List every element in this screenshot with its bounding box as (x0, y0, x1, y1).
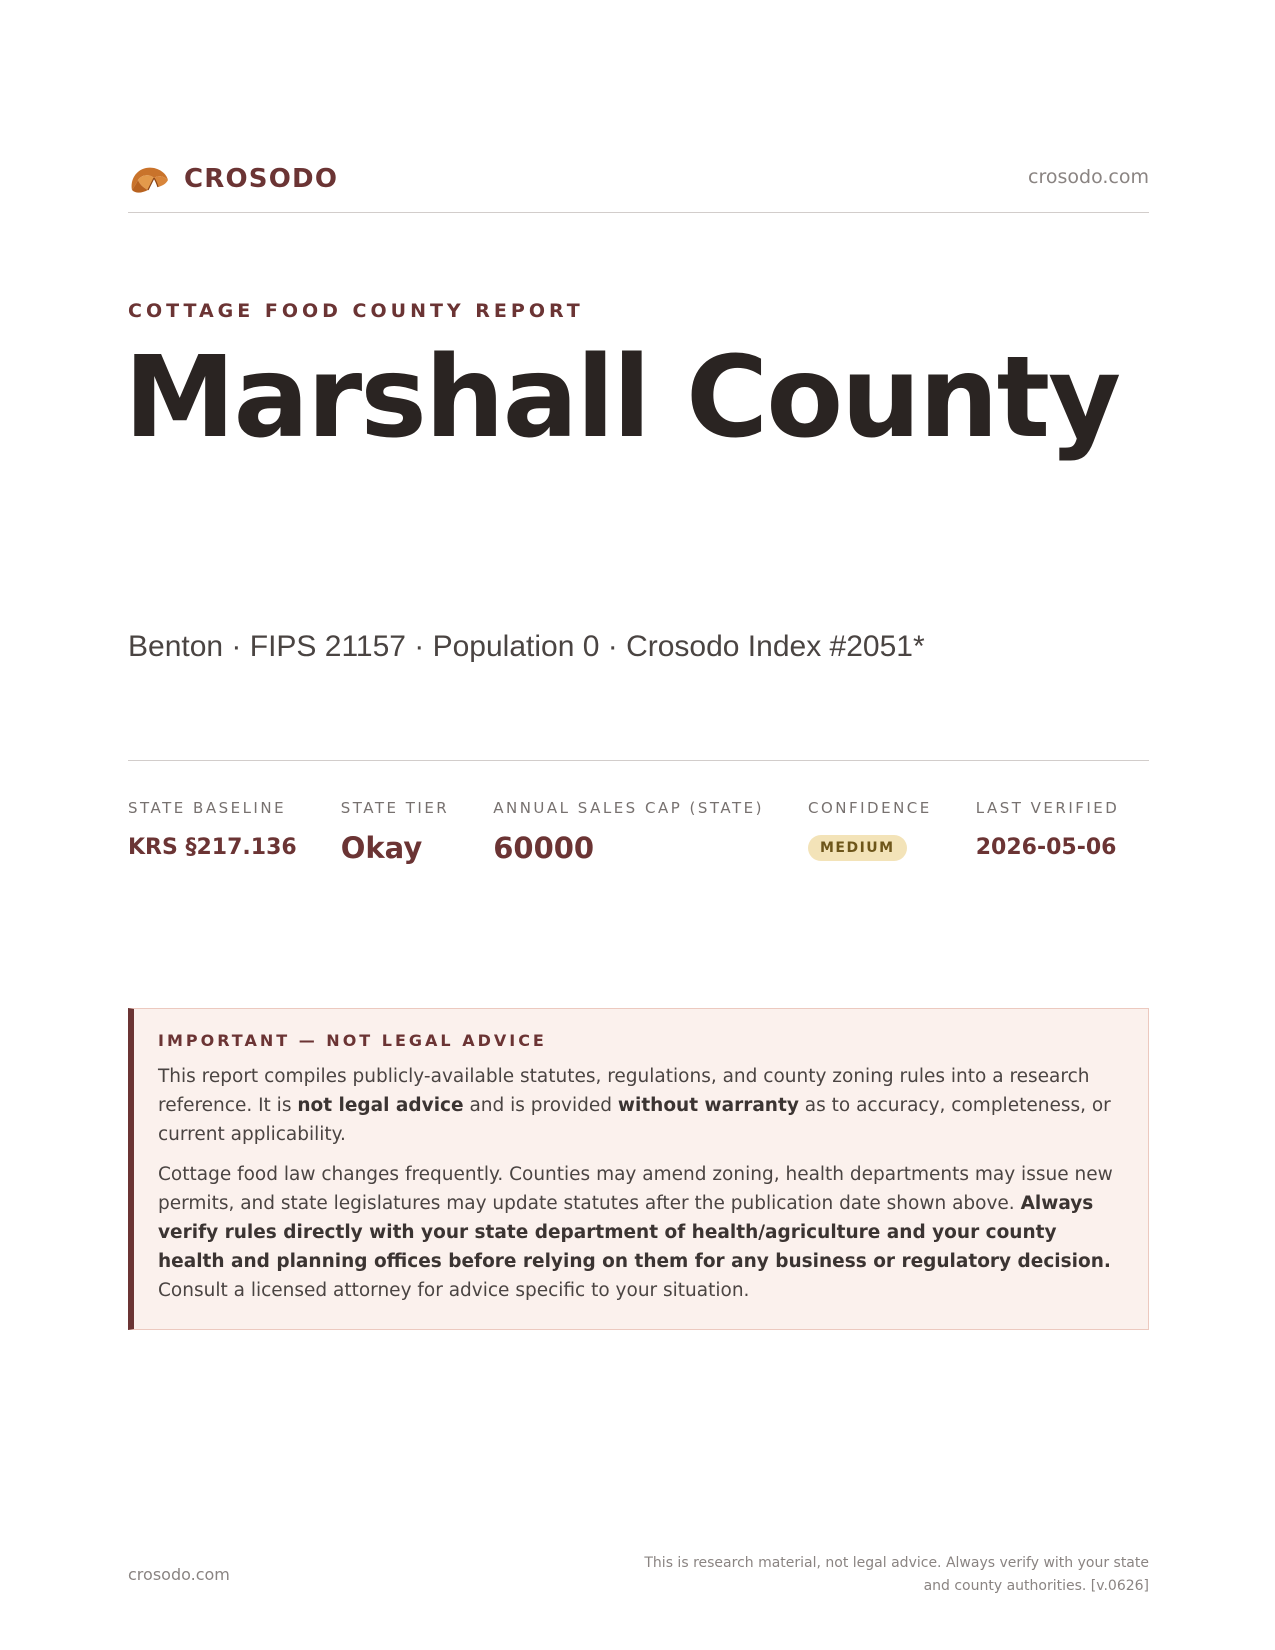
stat-value: KRS §217.136 (128, 835, 297, 860)
stat-label: LAST VERIFIED (975, 799, 1120, 817)
notice-text: This report compiles publicly-available statutes, regulations, and county zoning rules into a research reference. It is (158, 1066, 1090, 1116)
stat-value: 60000 (493, 831, 595, 865)
stats-row (128, 760, 1149, 865)
stat-label: STATE BASELINE (128, 799, 287, 817)
notice-paragraph (158, 1062, 1122, 1149)
brand-name: CROSODO (184, 164, 339, 194)
brand (128, 160, 338, 198)
stat-label: CONFIDENCE (807, 799, 932, 817)
notice-paragraph (158, 1160, 1122, 1305)
stat-state-tier (341, 799, 450, 865)
croissant-icon (128, 160, 170, 198)
stat-label: ANNUAL SALES CAP (STATE) (493, 799, 764, 817)
notice-text: as to accuracy, completeness, or current applicability. (158, 1095, 1111, 1145)
notice-title: IMPORTANT — NOT LEGAL ADVICE (158, 1031, 547, 1050)
report-page (124, 0, 1149, 1650)
footer-disclaimer-line: and county authorities. [v.0626] (923, 1578, 1149, 1594)
notice-text: and is provided (463, 1095, 618, 1116)
footer-disclaimer-line: This is research material, not legal advice. Always verify with your state (644, 1555, 1149, 1571)
stat-label: STATE TIER (340, 799, 450, 817)
notice-emphasis: not legal advice (297, 1095, 464, 1116)
stat-last-verified (976, 799, 1120, 865)
notice-emphasis: Always verify rules directly with your state department of health/agriculture and your county health and planning offices before relying on them for any business or regulatory decision. (158, 1193, 1111, 1272)
confidence-badge: MEDIUM (808, 835, 907, 861)
page-header (128, 160, 1149, 213)
notice-text: Cottage food law changes frequently. Counties may amend zoning, health departments may issue new permits, and state legislatures may update statutes after the publication date shown above. (158, 1164, 1113, 1214)
stat-confidence (808, 799, 932, 865)
stat-state-baseline (128, 799, 297, 865)
footer-site-link[interactable]: crosodo.com (128, 1565, 230, 1584)
stat-value: Okay (340, 831, 423, 865)
page-title: Marshall County (124, 333, 1120, 463)
stat-sales-cap (493, 799, 764, 865)
footer-disclaimer (629, 1552, 1149, 1598)
notice-emphasis: without warranty (617, 1095, 799, 1116)
legal-notice (128, 1008, 1149, 1330)
notice-text: Consult a licensed attorney for advice specific to your situation. (158, 1280, 750, 1301)
stat-value: 2026-05-06 (975, 835, 1117, 860)
county-subtitle: Benton · FIPS 21157 · Population 0 · Crosodo Index #2051* (128, 630, 925, 663)
report-eyebrow: COTTAGE FOOD COUNTY REPORT (128, 300, 584, 322)
site-link[interactable]: crosodo.com (1028, 166, 1149, 188)
